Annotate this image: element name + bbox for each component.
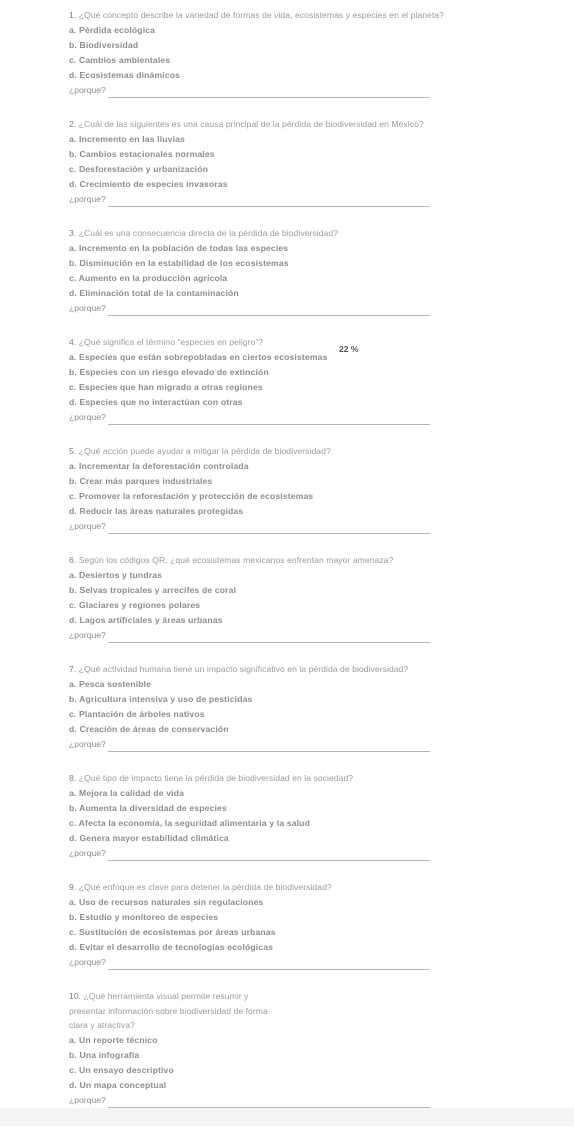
question-prompt: ¿Qué herramienta visual permite resumir y presentar información sobre biodiversidad de forma clara y atractiva? <box>69 991 268 1031</box>
answer-option[interactable]: c. Especies que han migrado a otras regiones <box>69 382 263 392</box>
question-1 <box>69 8 529 98</box>
answer-option[interactable]: d. Crecimiento de especies invasoras <box>69 179 228 189</box>
question-prompt: ¿Qué actividad humana tiene un impacto significativo en la pérdida de biodiversidad? <box>78 664 409 674</box>
answer-blank-line[interactable] <box>108 633 430 643</box>
why-label: ¿porque? <box>69 630 106 640</box>
answer-blank-line[interactable] <box>108 960 430 970</box>
answer-blank-line[interactable] <box>108 742 430 752</box>
answer-option[interactable]: c. Afecta la economía, la seguridad alimentaria y la salud <box>69 818 310 828</box>
answer-option[interactable]: a. Pérdida ecológica <box>69 25 156 35</box>
why-label: ¿porque? <box>69 194 106 204</box>
answer-option[interactable]: d. Reducir las áreas naturales protegidas <box>69 506 244 516</box>
answer-option[interactable]: d. Especies que no interactúan con otras <box>69 397 243 407</box>
why-answer-field[interactable] <box>69 83 529 98</box>
question-7 <box>69 662 529 752</box>
question-5 <box>69 444 529 534</box>
answer-option[interactable]: b. Especies con un riesgo elevado de extinción <box>69 367 269 377</box>
question-number: 6. <box>69 555 77 565</box>
answer-option[interactable]: c. Aumento en la producción agrícola <box>69 273 228 283</box>
question-number: 4. <box>69 337 77 347</box>
question-number: 7. <box>69 664 77 674</box>
why-answer-field[interactable] <box>69 846 529 861</box>
answer-option[interactable]: b. Estudio y monitoreo de especies <box>69 912 219 922</box>
why-label: ¿porque? <box>69 85 106 95</box>
answer-option[interactable]: c. Promover la reforestación y protección de ecosistemas <box>69 491 314 501</box>
answer-blank-line[interactable] <box>108 851 430 861</box>
question-prompt: ¿Cuál de las siguientes es una causa principal de la pérdida de biodiversidad en México? <box>78 119 424 129</box>
question-number: 9. <box>69 882 77 892</box>
question-number: 8. <box>69 773 77 783</box>
answer-option[interactable]: d. Ecosistemas dinámicos <box>69 70 181 80</box>
question-text <box>69 8 529 23</box>
answer-option[interactable]: d. Creación de áreas de conservación <box>69 724 229 734</box>
answer-option[interactable]: a. Incremento en la población de todas las especies <box>69 243 289 253</box>
why-answer-field[interactable] <box>69 301 529 316</box>
answer-option[interactable]: c. Cambios ambientales <box>69 55 171 65</box>
answer-option[interactable]: a. Incrementar la deforestación controlada <box>69 461 249 471</box>
why-answer-field[interactable] <box>69 737 529 752</box>
question-9 <box>69 880 529 970</box>
why-answer-field[interactable] <box>69 192 529 207</box>
answer-blank-line[interactable] <box>108 524 430 534</box>
question-prompt: ¿Cuál es una consecuencia directa de la pérdida de biodiversidad? <box>78 228 339 238</box>
question-text <box>69 553 529 568</box>
answer-option[interactable]: c. Plantación de árboles nativos <box>69 709 205 719</box>
bottom-bar <box>0 1108 574 1126</box>
answer-option[interactable]: a. Desiertos y tundras <box>69 570 163 580</box>
why-label: ¿porque? <box>69 957 106 967</box>
question-2 <box>69 117 529 207</box>
question-prompt: ¿Qué acción puede ayudar a mitigar la pérdida de biodiversidad? <box>78 446 331 456</box>
question-text <box>69 117 529 132</box>
question-6 <box>69 553 529 643</box>
answer-option[interactable]: b. Cambios estacionales normales <box>69 149 215 159</box>
answer-option[interactable]: b. Biodiversidad <box>69 40 139 50</box>
answer-blank-line[interactable] <box>108 88 430 98</box>
question-number: 3. <box>69 228 77 238</box>
question-prompt: ¿Qué concepto describe la variedad de formas de vida, ecosistemas y especies en el planeta? <box>78 10 444 20</box>
why-label: ¿porque? <box>69 848 106 858</box>
question-prompt: ¿Qué tipo de impacto tiene la pérdida de biodiversidad en la sociedad? <box>78 773 354 783</box>
answer-option[interactable]: d. Genera mayor estabilidad climática <box>69 833 229 843</box>
quiz-container <box>69 8 529 1127</box>
why-label: ¿porque? <box>69 303 106 313</box>
answer-option[interactable]: d. Evitar el desarrollo de tecnologías ecológicas <box>69 942 274 952</box>
answer-blank-line[interactable] <box>108 306 430 316</box>
question-text <box>69 771 529 786</box>
question-number: 5. <box>69 446 77 456</box>
question-prompt: ¿Qué enfoque es clave para detener la pérdida de biodiversidad? <box>78 882 332 892</box>
why-label: ¿porque? <box>69 521 106 531</box>
question-3 <box>69 226 529 316</box>
question-number: 1. <box>69 10 77 20</box>
question-number: 2. <box>69 119 77 129</box>
answer-option[interactable]: b. Selvas tropicales y arrecifes de coral <box>69 585 237 595</box>
why-answer-field[interactable] <box>69 410 529 425</box>
answer-option[interactable]: a. Pesca sostenible <box>69 679 152 689</box>
question-text <box>69 335 529 350</box>
answer-option[interactable]: a. Incremento en las lluvias <box>69 134 185 144</box>
why-answer-field[interactable] <box>69 955 529 970</box>
question-text <box>69 444 529 459</box>
answer-option[interactable]: c. Desforestación y urbanización <box>69 164 208 174</box>
answer-blank-line[interactable] <box>108 415 430 425</box>
why-label: ¿porque? <box>69 412 106 422</box>
answer-option[interactable]: a. Especies que están sobrepobladas en ciertos ecosistemas <box>69 352 328 362</box>
question-text <box>69 226 529 241</box>
answer-option[interactable]: a. Uso de recursos naturales sin regulaciones <box>69 897 264 907</box>
answer-option[interactable]: d. Un mapa conceptual <box>69 1079 167 1090</box>
answer-option[interactable]: b. Aumenta la diversidad de especies <box>69 803 227 813</box>
question-number: 10. <box>69 991 82 1001</box>
answer-blank-line[interactable] <box>108 1098 430 1108</box>
answer-option[interactable]: b. Agricultura intensiva y uso de pesticidas <box>69 694 253 704</box>
question-8 <box>69 771 529 861</box>
answer-option[interactable]: b. Una infografía <box>69 1049 140 1060</box>
answer-option[interactable]: a. Un reporte técnico <box>69 1034 158 1045</box>
zoom-indicator: 22 % <box>339 344 359 354</box>
question-text <box>69 880 529 895</box>
answer-option[interactable]: d. Lagos artificiales y áreas urbanas <box>69 615 223 625</box>
why-answer-field[interactable] <box>69 1093 529 1108</box>
why-answer-field[interactable] <box>69 628 529 643</box>
answer-option[interactable]: d. Eliminación total de la contaminación <box>69 288 239 298</box>
answer-blank-line[interactable] <box>108 197 430 207</box>
why-label: ¿porque? <box>69 739 106 749</box>
answer-option[interactable]: c. Glaciares y regiones polares <box>69 600 201 610</box>
answer-option[interactable]: c. Un ensayo descriptivo <box>69 1064 174 1075</box>
question-prompt: ¿Qué significa el término “especies en peligro”? <box>78 337 264 347</box>
question-4 <box>69 335 529 425</box>
answer-option[interactable]: b. Disminución en la estabilidad de los ecosistemas <box>69 258 289 268</box>
question-text <box>69 662 529 677</box>
question-prompt: Según los códigos QR, ¿qué ecosistemas mexicanos enfrentan mayor amenaza? <box>78 555 394 565</box>
why-label: ¿porque? <box>69 1094 106 1105</box>
answer-option[interactable]: c. Sustitución de ecosistemas por áreas urbanas <box>69 927 276 937</box>
answer-option[interactable]: b. Crear más parques industriales <box>69 476 213 486</box>
answer-option[interactable]: a. Mejora la calidad de vida <box>69 788 185 798</box>
question-10 <box>69 989 529 1108</box>
why-answer-field[interactable] <box>69 519 529 534</box>
question-text <box>69 989 284 1033</box>
